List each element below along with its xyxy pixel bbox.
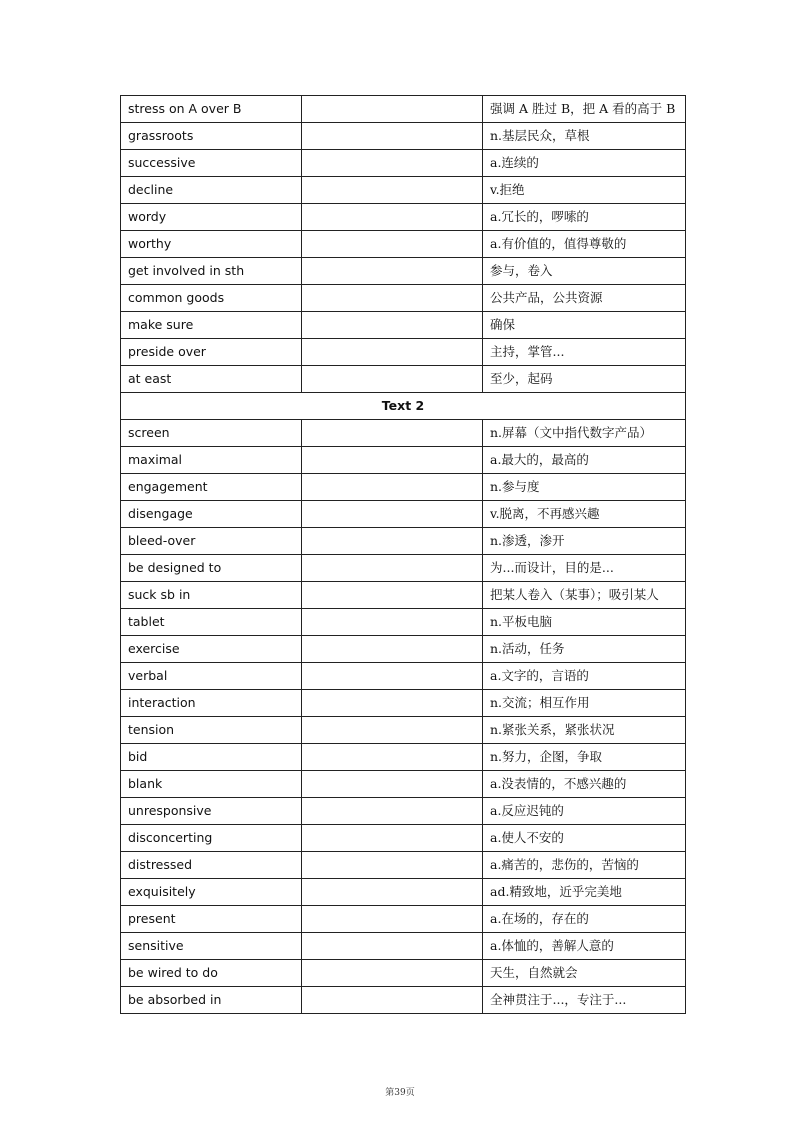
chinese-meaning: a.冗长的，啰嗦的 bbox=[483, 204, 686, 231]
chinese-meaning: a.在场的，存在的 bbox=[483, 906, 686, 933]
vocab-row bbox=[121, 582, 686, 609]
vocab-row bbox=[121, 906, 686, 933]
blank-cell bbox=[302, 690, 483, 717]
chinese-meaning: 公共产品，公共资源 bbox=[483, 285, 686, 312]
blank-cell bbox=[302, 447, 483, 474]
vocab-row bbox=[121, 312, 686, 339]
chinese-meaning: 强调 A 胜过 B，把 A 看的高于 B bbox=[483, 96, 686, 123]
vocab-row bbox=[121, 339, 686, 366]
blank-cell bbox=[302, 987, 483, 1014]
vocab-row bbox=[121, 96, 686, 123]
page-number: 第39页 bbox=[385, 1088, 415, 1098]
english-term: at east bbox=[121, 366, 302, 393]
blank-cell bbox=[302, 420, 483, 447]
english-term: decline bbox=[121, 177, 302, 204]
chinese-meaning: n.紧张关系，紧张状况 bbox=[483, 717, 686, 744]
vocab-row bbox=[121, 690, 686, 717]
vocab-row bbox=[121, 177, 686, 204]
blank-cell bbox=[302, 906, 483, 933]
english-term: engagement bbox=[121, 474, 302, 501]
blank-cell bbox=[302, 582, 483, 609]
english-term: be wired to do bbox=[121, 960, 302, 987]
vocab-row bbox=[121, 420, 686, 447]
chinese-meaning: a.没表情的，不感兴趣的 bbox=[483, 771, 686, 798]
blank-cell bbox=[302, 879, 483, 906]
chinese-meaning: a.痛苦的，悲伤的，苦恼的 bbox=[483, 852, 686, 879]
chinese-meaning: 全神贯注于...，专注于... bbox=[483, 987, 686, 1014]
english-term: stress on A over B bbox=[121, 96, 302, 123]
vocab-row bbox=[121, 636, 686, 663]
english-term: bid bbox=[121, 744, 302, 771]
english-term: get involved in sth bbox=[121, 258, 302, 285]
chinese-meaning: 把某人卷入（某事）；吸引某人 bbox=[483, 582, 686, 609]
chinese-meaning: 主持，掌管... bbox=[483, 339, 686, 366]
vocab-row bbox=[121, 933, 686, 960]
blank-cell bbox=[302, 96, 483, 123]
vocabulary-table-body bbox=[121, 96, 686, 1014]
chinese-meaning: v.脱离，不再感兴趣 bbox=[483, 501, 686, 528]
english-term: sensitive bbox=[121, 933, 302, 960]
chinese-meaning: a.反应迟钝的 bbox=[483, 798, 686, 825]
english-term: verbal bbox=[121, 663, 302, 690]
blank-cell bbox=[302, 177, 483, 204]
english-term: screen bbox=[121, 420, 302, 447]
chinese-meaning: n.屏幕（文中指代数字产品） bbox=[483, 420, 686, 447]
vocab-row bbox=[121, 987, 686, 1014]
vocab-row bbox=[121, 717, 686, 744]
blank-cell bbox=[302, 663, 483, 690]
vocab-row bbox=[121, 744, 686, 771]
vocab-row bbox=[121, 771, 686, 798]
blank-cell bbox=[302, 960, 483, 987]
chinese-meaning: a.连续的 bbox=[483, 150, 686, 177]
english-term: tablet bbox=[121, 609, 302, 636]
vocab-row bbox=[121, 285, 686, 312]
english-term: exercise bbox=[121, 636, 302, 663]
english-term: present bbox=[121, 906, 302, 933]
blank-cell bbox=[302, 312, 483, 339]
blank-cell bbox=[302, 366, 483, 393]
vocab-row bbox=[121, 501, 686, 528]
vocab-row bbox=[121, 852, 686, 879]
vocab-row bbox=[121, 150, 686, 177]
vocab-row bbox=[121, 447, 686, 474]
english-term: distressed bbox=[121, 852, 302, 879]
blank-cell bbox=[302, 636, 483, 663]
vocab-row bbox=[121, 663, 686, 690]
blank-cell bbox=[302, 798, 483, 825]
vocab-row bbox=[121, 258, 686, 285]
chinese-meaning: 为...而设计，目的是... bbox=[483, 555, 686, 582]
vocab-row bbox=[121, 609, 686, 636]
english-term: exquisitely bbox=[121, 879, 302, 906]
blank-cell bbox=[302, 825, 483, 852]
section-header-row bbox=[121, 393, 686, 420]
english-term: wordy bbox=[121, 204, 302, 231]
chinese-meaning: n.交流；相互作用 bbox=[483, 690, 686, 717]
section-title: Text 2 bbox=[121, 393, 686, 420]
chinese-meaning: 参与，卷入 bbox=[483, 258, 686, 285]
blank-cell bbox=[302, 204, 483, 231]
english-term: bleed-over bbox=[121, 528, 302, 555]
chinese-meaning: a.最大的，最高的 bbox=[483, 447, 686, 474]
blank-cell bbox=[302, 501, 483, 528]
english-term: maximal bbox=[121, 447, 302, 474]
chinese-meaning: a.体恤的，善解人意的 bbox=[483, 933, 686, 960]
chinese-meaning: a.文字的，言语的 bbox=[483, 663, 686, 690]
chinese-meaning: ad.精致地，近乎完美地 bbox=[483, 879, 686, 906]
vocab-row bbox=[121, 366, 686, 393]
blank-cell bbox=[302, 231, 483, 258]
vocab-row bbox=[121, 204, 686, 231]
english-term: common goods bbox=[121, 285, 302, 312]
chinese-meaning: n.努力，企图，争取 bbox=[483, 744, 686, 771]
vocab-row bbox=[121, 123, 686, 150]
chinese-meaning: a.使人不安的 bbox=[483, 825, 686, 852]
blank-cell bbox=[302, 150, 483, 177]
english-term: grassroots bbox=[121, 123, 302, 150]
vocab-row bbox=[121, 231, 686, 258]
chinese-meaning: v.拒绝 bbox=[483, 177, 686, 204]
blank-cell bbox=[302, 123, 483, 150]
chinese-meaning: n.活动，任务 bbox=[483, 636, 686, 663]
blank-cell bbox=[302, 717, 483, 744]
english-term: disconcerting bbox=[121, 825, 302, 852]
blank-cell bbox=[302, 528, 483, 555]
vocab-row bbox=[121, 528, 686, 555]
blank-cell bbox=[302, 258, 483, 285]
english-term: tension bbox=[121, 717, 302, 744]
blank-cell bbox=[302, 555, 483, 582]
blank-cell bbox=[302, 933, 483, 960]
english-term: unresponsive bbox=[121, 798, 302, 825]
vocab-row bbox=[121, 798, 686, 825]
chinese-meaning: 至少，起码 bbox=[483, 366, 686, 393]
english-term: be absorbed in bbox=[121, 987, 302, 1014]
chinese-meaning: n.基层民众，草根 bbox=[483, 123, 686, 150]
vocab-row bbox=[121, 555, 686, 582]
vocab-row bbox=[121, 825, 686, 852]
english-term: interaction bbox=[121, 690, 302, 717]
blank-cell bbox=[302, 474, 483, 501]
blank-cell bbox=[302, 285, 483, 312]
vocab-row bbox=[121, 960, 686, 987]
english-term: suck sb in bbox=[121, 582, 302, 609]
english-term: worthy bbox=[121, 231, 302, 258]
vocab-row bbox=[121, 474, 686, 501]
blank-cell bbox=[302, 339, 483, 366]
blank-cell bbox=[302, 852, 483, 879]
chinese-meaning: n.平板电脑 bbox=[483, 609, 686, 636]
english-term: preside over bbox=[121, 339, 302, 366]
blank-cell bbox=[302, 771, 483, 798]
english-term: successive bbox=[121, 150, 302, 177]
chinese-meaning: n.渗透，渗开 bbox=[483, 528, 686, 555]
vocabulary-table bbox=[120, 95, 686, 1014]
vocab-row bbox=[121, 879, 686, 906]
chinese-meaning: a.有价值的，值得尊敬的 bbox=[483, 231, 686, 258]
english-term: make sure bbox=[121, 312, 302, 339]
blank-cell bbox=[302, 609, 483, 636]
blank-cell bbox=[302, 744, 483, 771]
chinese-meaning: 确保 bbox=[483, 312, 686, 339]
english-term: blank bbox=[121, 771, 302, 798]
english-term: disengage bbox=[121, 501, 302, 528]
chinese-meaning: 天生，自然就会 bbox=[483, 960, 686, 987]
english-term: be designed to bbox=[121, 555, 302, 582]
chinese-meaning: n.参与度 bbox=[483, 474, 686, 501]
